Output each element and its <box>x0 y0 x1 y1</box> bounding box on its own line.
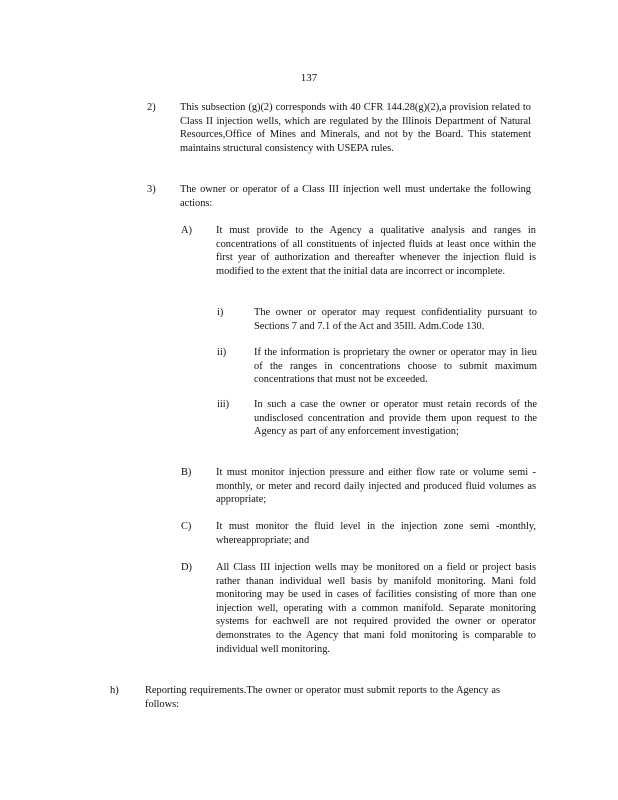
item-text: It must provide to the Agency a qualitative analysis and ranges in concentrations of all constituents of injected fluids at least once within the first year of authorization and thereafter whenever the injection fluid is modified to the extent that the initial data are incorrect or incomplete. <box>216 225 536 277</box>
item-label: C) <box>181 521 192 532</box>
item-text: It must monitor the fluid level in the injection zone semi -monthly, whereappropriate; and <box>216 521 536 546</box>
item-text: All Class III injection wells may be monitored on a field or project basis rather thanan individual well basis by manifold monitoring. Mani fold monitoring may be used in cases of facilities consisting of more than one injection well, operating with a common manifold. Separate monitoring systems for eachwell are not required provided the owner or operator demonstrates to the Agency that mani fold monitoring is comparable to individual well monitoring. <box>216 562 536 655</box>
page-number: 137 <box>300 72 318 84</box>
item-text: This subsection (g)(2) corresponds with 40 CFR 144.28(g)(2),a provision related to Class II injection wells, which are regulated by the Illinois Department of Natural Resources,Office of Mines and Minerals, and not by the Board. This statement maintains structural consistency with USEPA rules. <box>180 102 531 154</box>
item-text: If the information is proprietary the owner or operator may in lieu of the ranges in concentrations choose to submit maximum concentrations that must not be exceeded. <box>254 347 537 386</box>
item-text: In such a case the owner or operator must retain records of the undisclosed concentration and provide them upon request to the Agency as part of any enforcement investigation; <box>254 399 537 438</box>
item-text: Reporting requirements.The owner or operator must submit reports to the Agency as follows: <box>145 685 500 710</box>
item-label: iii) <box>217 399 230 410</box>
item-label: 2) <box>147 102 156 113</box>
item-text: The owner or operator may request confidentiality pursuant to Sections 7 and 7.1 of the Act and 35Ill. Adm.Code 130. <box>254 307 537 332</box>
item-label: i) <box>217 307 224 318</box>
item-label: B) <box>181 467 192 478</box>
item-label: h) <box>110 685 119 696</box>
item-text: The owner or operator of a Class III injection well must undertake the following actions: <box>180 184 531 209</box>
item-label: A) <box>181 225 192 236</box>
item-label: ii) <box>217 347 227 358</box>
item-label: 3) <box>147 184 156 195</box>
item-label: D) <box>181 562 192 573</box>
item-text: It must monitor injection pressure and either flow rate or volume semi -monthly, or meter and record daily injected and produced fluid volumes as appropriate; <box>216 467 536 506</box>
